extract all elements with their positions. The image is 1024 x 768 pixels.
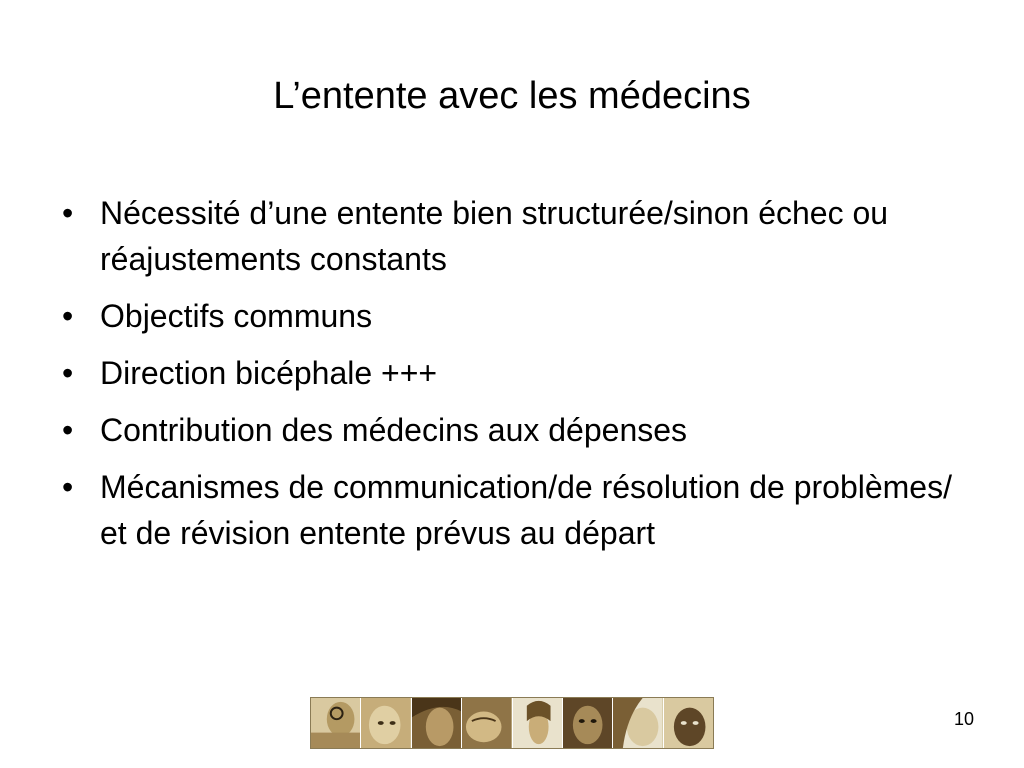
face-photo-icon [613,698,663,748]
bullet-text: Contribution des médecins aux dépenses [100,412,688,448]
list-item [62,464,972,556]
bullet-icon: • [62,412,74,448]
bullet-icon: • [62,355,74,391]
bullet-icon: • [62,469,74,505]
page-number: 10 [953,709,974,729]
bullet-text: Nécessité d’une entente bien structurée/sinon échec ou réajustements constants [100,195,889,277]
bullet-text: Objectifs communs [100,298,373,334]
face-photo-strip [310,697,714,749]
face-photo-icon [462,698,512,748]
bullet-list [62,190,972,567]
face-photo-icon [563,698,613,748]
list-item [62,190,972,282]
slide-title: L’entente avec les médecins [273,75,751,117]
face-photo-icon [412,698,462,748]
face-photo-icon [513,698,563,748]
bullet-icon: • [62,298,74,334]
face-photo-icon [664,698,713,748]
list-item [62,407,972,453]
list-item [62,293,972,339]
list-item [62,350,972,396]
face-photo-icon [311,698,361,748]
bullet-text: Direction bicéphale +++ [100,355,438,391]
bullet-icon: • [62,195,74,231]
bullet-text: Mécanismes de communication/de résolution de problèmes/ et de révision entente prévus au départ [100,469,952,551]
face-photo-icon [361,698,411,748]
